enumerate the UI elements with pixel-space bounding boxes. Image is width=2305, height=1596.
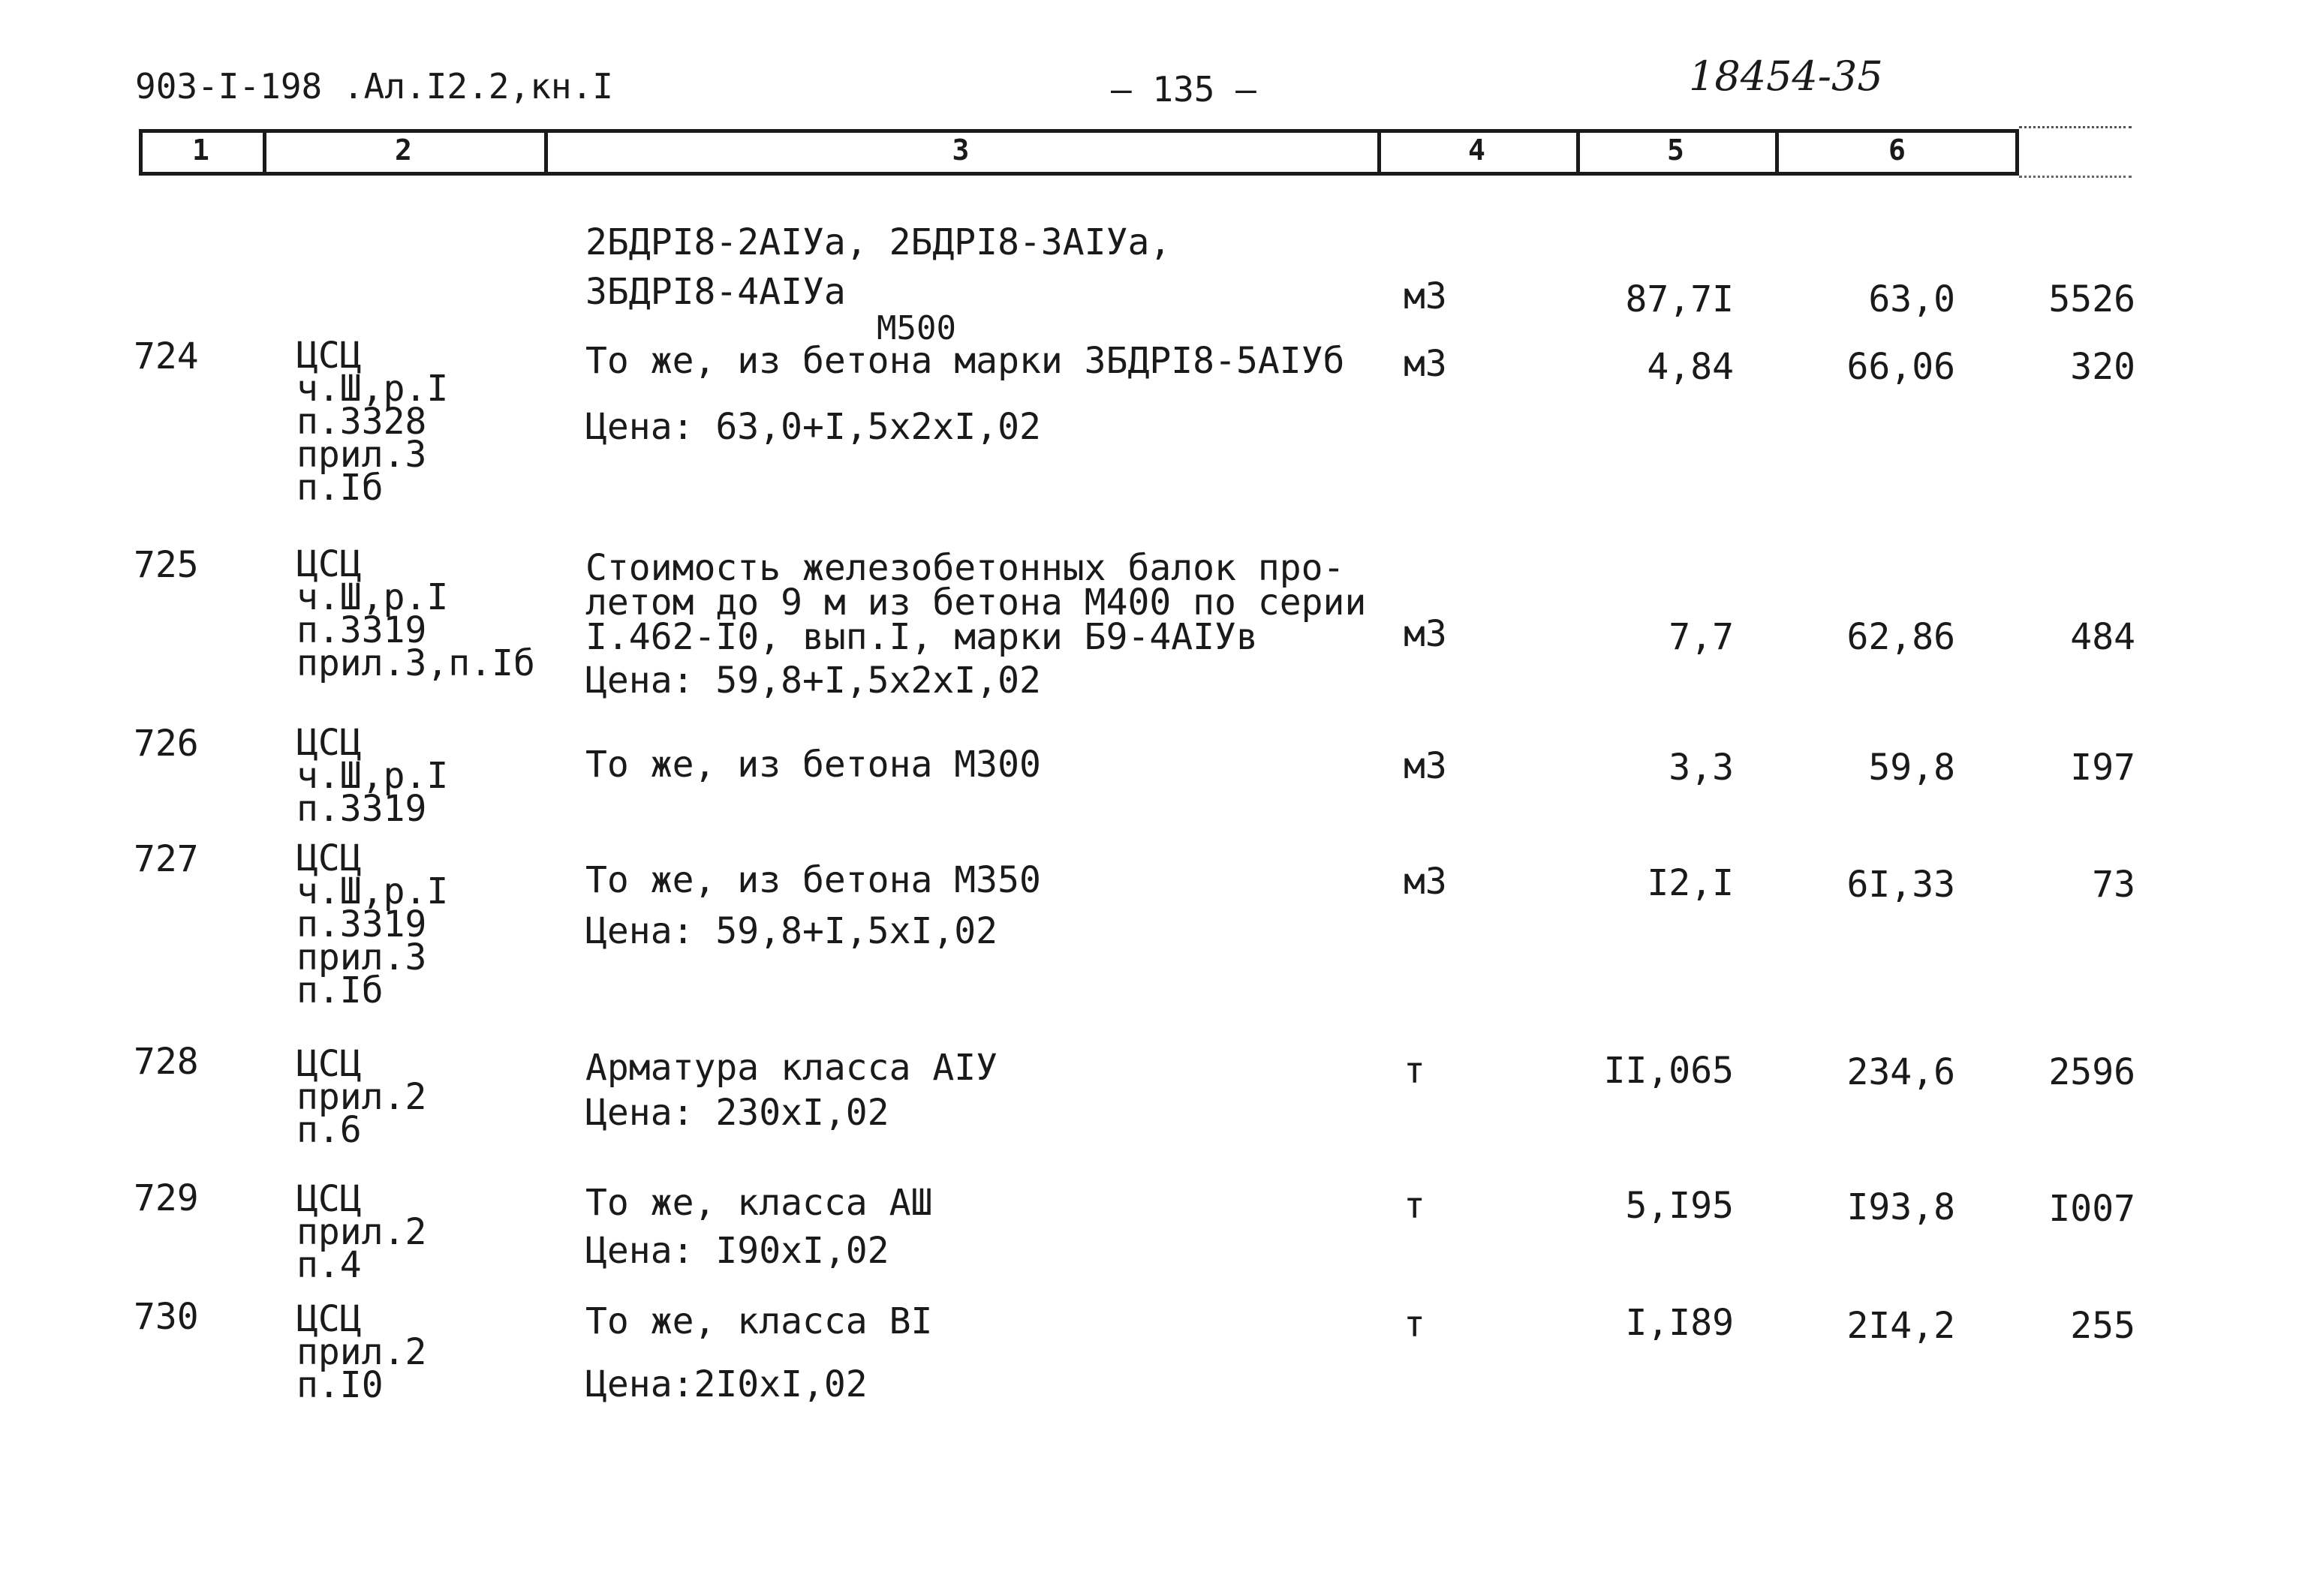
row-reference [296,543,535,684]
row-description: То же, из бетона М300 [585,744,1041,786]
row-total: 73 [2092,864,2135,906]
column-number-6: 6 [1888,134,1906,167]
handwritten-reference: 18454-35 [1689,53,1883,100]
document-code: 903-I-198 .Ал.I2.2,кн.I [135,66,613,107]
row-quantity: I,I89 [1625,1302,1734,1344]
row-description [585,547,1367,658]
reference-line: прил.2 [296,1076,427,1118]
row-unit: т [1404,1185,1425,1227]
description-line: Стоимость железобетонных балок про- [585,547,1345,589]
reference-line: ч.Ш,р.I [296,368,449,410]
reference-line: прил.3 [296,936,427,978]
column-number-3: 3 [952,134,970,167]
row-quantity: I2,I [1647,862,1734,904]
row-total: I97 [2070,747,2135,789]
price-formula: Цена:2I0хI,02 [585,1363,868,1405]
row-quantity: 4,84 [1647,346,1734,388]
row-total: I007 [2048,1188,2135,1230]
row-unit: м3 [1404,343,1447,385]
row-number: 726 [134,723,199,765]
price-formula: Цена: I90хI,02 [585,1230,889,1272]
reference-line: п.3319 [296,609,427,651]
reference-line: прил.3,п.Iб [296,642,535,684]
reference-line: прил.2 [296,1331,427,1373]
reference-line: п.Iб [296,969,384,1011]
row-unit: м3 [1404,861,1447,903]
description-line: I.462-I0, вып.I, марки Б9-4АIУв [585,616,1258,658]
row-total: 255 [2070,1305,2135,1347]
row-total: 484 [2070,616,2135,658]
row-number: 725 [134,544,199,586]
row-price: 63,0 [1868,278,1955,320]
row-total: 2596 [2048,1051,2135,1093]
row-reference [296,1178,427,1286]
reference-line: ч.Ш,р.I [296,576,449,618]
row-reference [296,335,449,509]
row-number: 728 [134,1041,199,1083]
reference-line: ч.Ш,р.I [296,870,449,912]
reference-line: ЦСЦ [296,543,362,585]
row-unit: т [1404,1050,1425,1092]
column-number-4: 4 [1468,134,1485,167]
row-number: 730 [134,1296,199,1338]
row-reference [296,722,449,830]
row-number: 727 [134,838,199,880]
row-description: То же, из бетона марки 3БДРI8-5АIУб [585,340,1345,382]
row-price: 6I,33 [1846,864,1955,906]
reference-line: прил.3 [296,434,427,476]
page-number: — 135 — [1111,69,1256,110]
row-description: Арматура класса АIУ [585,1047,998,1089]
row-quantity: 7,7 [1669,616,1734,658]
row-quantity: 5,I95 [1625,1185,1734,1227]
price-formula: Цена: 230хI,02 [585,1092,889,1134]
row-unit: м3 [1404,275,1447,317]
header-dotted-rule [2019,126,2132,128]
description-line: летом до 9 м из бетона М400 по серии [585,582,1367,624]
row-reference [296,1298,427,1406]
header-right-rule [2019,176,2132,178]
row-total: 5526 [2048,278,2135,320]
row-description: То же, класса АШ [585,1182,933,1224]
price-formula: Цена: 59,8+I,5х2хI,02 [585,660,1041,702]
reference-line: п.4 [296,1244,362,1286]
row-unit: м3 [1404,745,1447,787]
row-unit: т [1404,1303,1425,1345]
reference-line: ЦСЦ [296,1298,362,1340]
column-number-1: 1 [192,134,209,167]
row-price: 234,6 [1846,1051,1955,1093]
row-description [585,221,1172,313]
reference-line: ЦСЦ [296,1043,362,1085]
row-description: То же, класса ВI [585,1300,933,1342]
row-total: 320 [2070,346,2135,388]
row-quantity: II,065 [1603,1050,1734,1092]
description-line: 2БДРI8-2АIУа, 2БДРI8-3АIУа, [585,221,1172,263]
reference-line: ЦСЦ [296,837,362,879]
price-formula: Цена: 63,0+I,5х2хI,02 [585,406,1041,448]
reference-line: п.6 [296,1109,362,1151]
reference-line: ЦСЦ [296,722,362,764]
description-line: 3БДРI8-4АIУа [585,271,846,313]
row-price: 62,86 [1846,616,1955,658]
row-price: I93,8 [1846,1186,1955,1228]
row-price: 66,06 [1846,346,1955,388]
row-quantity: 3,3 [1669,747,1734,789]
row-reference [296,1043,427,1151]
reference-line: п.Iб [296,467,384,509]
price-formula: Цена: 59,8+I,5хI,02 [585,910,998,952]
reference-line: п.3319 [296,788,427,830]
column-number-5: 5 [1667,134,1684,167]
reference-line: ЦСЦ [296,1178,362,1220]
reference-line: п.I0 [296,1364,384,1406]
row-number: 729 [134,1177,199,1219]
row-price: 2I4,2 [1846,1305,1955,1347]
reference-line: ЦСЦ [296,335,362,377]
reference-line: п.3328 [296,401,427,443]
description-note: М500 [877,309,956,347]
row-price: 59,8 [1868,747,1955,789]
row-number: 724 [134,335,199,377]
column-number-2: 2 [395,134,412,167]
row-description: То же, из бетона М350 [585,859,1041,901]
reference-line: п.3319 [296,903,427,945]
row-unit: м3 [1404,613,1447,655]
row-quantity: 87,7I [1625,278,1734,320]
reference-line: прил.2 [296,1211,427,1253]
reference-line: ч.Ш,р.I [296,755,449,797]
row-reference [296,837,449,1011]
